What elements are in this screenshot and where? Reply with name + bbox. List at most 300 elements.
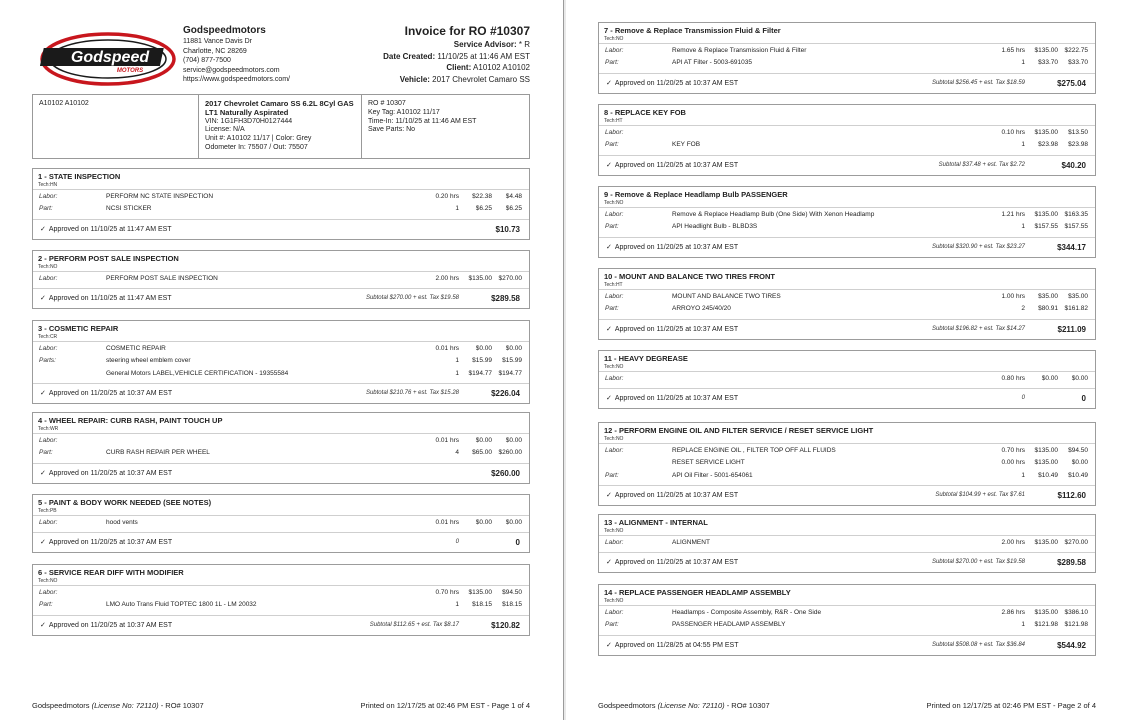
job-subtotal: Subtotal $104.99 + est. Tax $7.61 [935, 491, 1025, 498]
line-quantity: 1 [1021, 621, 1025, 629]
line-type: Labor: [605, 375, 624, 382]
line-item [599, 209, 1095, 221]
line-description: ALIGNMENT [672, 539, 710, 546]
approval-text: Approved on 11/20/25 at 10:37 AM EST [614, 161, 739, 169]
line-rate: $22.38 [472, 193, 492, 200]
line-item [33, 599, 529, 611]
line-amount: $260.00 [498, 449, 522, 457]
line-type: Part: [39, 449, 53, 457]
line-amount: $35.00 [1068, 293, 1088, 300]
job-title: 11 - HEAVY DEGREASE [604, 354, 688, 363]
line-description: RESET SERVICE LIGHT [672, 459, 745, 467]
job-subtotal: 0 [455, 539, 459, 546]
shop-info [183, 24, 290, 85]
service-advisor-label: Service Advisor: [453, 40, 517, 49]
approval-text: Approved on 11/20/25 at 10:37 AM EST [48, 389, 173, 397]
job-lines [599, 208, 1095, 238]
job-title: 8 - REPLACE KEY FOB [604, 108, 686, 117]
line-rate: $135.00 [1034, 447, 1058, 454]
line-type: Labor: [605, 47, 624, 54]
line-amount: $0.00 [505, 437, 522, 444]
line-item [599, 373, 1095, 385]
job-header [599, 423, 1095, 444]
line-amount: $23.98 [1068, 141, 1088, 149]
job-total: $289.58 [491, 294, 520, 304]
ro-number: RO # 10307 [368, 100, 406, 107]
service-advisor-value: * R [518, 40, 530, 49]
line-description: COSMETIC REPAIR [106, 345, 166, 352]
job-footer [599, 320, 1095, 339]
job-total: $40.20 [1061, 160, 1086, 170]
line-quantity: 0.01 hrs [435, 345, 459, 352]
job-footer [599, 156, 1095, 175]
line-amount: $386.10 [1064, 609, 1088, 616]
job-title: 6 - SERVICE REAR DIFF WITH MODIFIER [38, 568, 184, 577]
line-rate: $194.77 [468, 369, 492, 377]
job-subtotal: Subtotal $256.45 + est. Tax $18.59 [931, 79, 1025, 86]
approval-status [606, 238, 738, 257]
job-tech: Tech:NO [604, 528, 624, 534]
line-item [599, 291, 1095, 303]
line-type: Parts: [39, 357, 56, 365]
unit: Unit #: A10102 11/17 | Color: Grey [205, 135, 312, 143]
line-type: Part: [39, 601, 53, 609]
checkmark-icon: ✓ [40, 389, 46, 397]
job-section [32, 168, 530, 240]
job-title: 1 - STATE INSPECTION [38, 172, 121, 181]
line-rate: $15.99 [472, 357, 492, 365]
line-item [33, 587, 529, 599]
job-footer [33, 533, 529, 552]
job-total: $260.00 [491, 468, 520, 478]
date-created-label: Date Created: [383, 51, 436, 61]
line-rate: $121.98 [1034, 621, 1058, 629]
line-rate: $135.00 [468, 275, 492, 282]
job-header [33, 565, 529, 586]
job-section [598, 514, 1096, 573]
job-total: $211.09 [1057, 324, 1086, 334]
job-header [33, 251, 529, 272]
job-section [32, 320, 530, 404]
checkmark-icon: ✓ [40, 621, 46, 629]
job-subtotal: Subtotal $320.90 + est. Tax $23.27 [931, 243, 1025, 250]
godspeed-logo [40, 28, 176, 88]
job-total: $544.92 [1057, 640, 1086, 650]
job-subtotal: Subtotal $37.48 + est. Tax $2.72 [938, 161, 1025, 168]
line-quantity: 0.10 hrs [1001, 129, 1025, 136]
line-description: KEY FOB [672, 141, 701, 149]
line-amount: $10.49 [1068, 471, 1088, 479]
approval-status [606, 389, 738, 408]
line-description: LMO Auto Trans Fluid TOPTEC 1800 1L - LM 20032 [106, 601, 257, 609]
vin: VIN: 1G1FH3D70H0127444 [205, 117, 293, 125]
client-value: A10102 A10102 [473, 63, 530, 72]
job-title: 14 - REPLACE PASSENGER HEADLAMP ASSEMBLY [604, 588, 791, 597]
approval-text: Approved on 11/20/25 at 10:37 AM EST [48, 469, 173, 477]
checkmark-icon: ✓ [606, 641, 612, 649]
approval-text: Approved on 11/20/25 at 10:37 AM EST [614, 395, 739, 403]
line-item [33, 368, 529, 380]
invoice-title: Invoice for RO #10307 [404, 24, 530, 38]
invoice-meta [383, 24, 530, 85]
job-header [33, 321, 529, 342]
job-header [33, 495, 529, 516]
approval-status [606, 636, 739, 655]
line-item [599, 57, 1095, 69]
job-tech: Tech:NO [604, 36, 624, 42]
line-description: API AT Filter - 5003-691035 [672, 59, 752, 67]
job-total: $289.58 [1057, 558, 1086, 568]
line-quantity: 1 [455, 601, 459, 609]
line-rate: $0.00 [475, 437, 492, 444]
job-lines [599, 606, 1095, 636]
footer-printed: Printed on 12/17/25 at 02:46 PM EST - Page 2 of 4 [926, 701, 1096, 710]
line-description: Remove & Replace Headlamp Bulb (One Side) With Xenon Headlamp [672, 211, 875, 218]
line-item [599, 45, 1095, 57]
job-total: 0 [1081, 394, 1086, 404]
line-type: Labor: [39, 437, 58, 444]
line-amount: $4.48 [505, 193, 522, 200]
line-amount: $33.70 [1068, 59, 1088, 67]
line-type: Labor: [605, 539, 624, 546]
checkmark-icon: ✓ [606, 79, 612, 87]
line-item [33, 191, 529, 203]
job-footer [599, 74, 1095, 93]
odometer: Odometer In: 75507 / Out: 75507 [205, 143, 308, 151]
checkmark-icon: ✓ [40, 539, 46, 547]
shop-address1: 11881 Vance Davis Dr [183, 38, 252, 45]
job-footer [33, 220, 529, 239]
vehicle-value: 2017 Chevrolet Camaro SS [432, 74, 530, 84]
approval-status [40, 533, 172, 552]
approval-text: Approved on 11/10/25 at 11:47 AM EST [48, 225, 172, 233]
line-item [599, 445, 1095, 457]
footer-shop-name: Godspeedmotors [598, 701, 656, 710]
job-lines [33, 342, 529, 384]
job-footer [33, 384, 529, 403]
job-footer [599, 636, 1095, 655]
line-rate: $23.98 [1038, 141, 1058, 149]
line-type: Part: [605, 471, 619, 479]
line-amount: $222.75 [1064, 47, 1088, 54]
line-quantity: 2.86 hrs [1001, 609, 1025, 616]
job-lines [599, 444, 1095, 486]
logo-subtext: MOTORS [116, 68, 144, 74]
line-type: Part: [605, 141, 619, 149]
line-quantity: 1.21 hrs [1001, 211, 1025, 218]
approval-text: Approved on 11/20/25 at 10:37 AM EST [48, 621, 173, 629]
vehicle-line1: 2017 Chevrolet Camaro SS 6.2L 8Cyl GAS [205, 99, 354, 108]
line-quantity: 2.00 hrs [1001, 539, 1025, 546]
job-title: 5 - PAINT & BODY WORK NEEDED (SEE NOTES) [38, 498, 212, 507]
line-quantity: 2 [1021, 305, 1025, 313]
line-quantity: 0.70 hrs [1001, 447, 1025, 454]
line-rate: $157.55 [1034, 223, 1058, 231]
line-type: Labor: [605, 609, 624, 616]
customer-name: A10102 A10102 [39, 100, 89, 107]
job-total: $120.82 [491, 620, 520, 630]
job-tech: Tech:NO [604, 598, 624, 604]
job-title: 2 - PERFORM POST SALE INSPECTION [38, 254, 179, 263]
job-subtotal: 0 [1021, 395, 1025, 402]
line-amount: $0.00 [505, 519, 522, 526]
line-rate: $65.00 [472, 449, 492, 457]
line-rate: $0.00 [475, 519, 492, 526]
job-tech: Tech:HN [38, 182, 58, 188]
line-rate: $18.15 [472, 601, 492, 609]
job-total: $226.04 [491, 388, 520, 398]
job-header [599, 515, 1095, 536]
key-tag: Key Tag: A10102 11/17 [368, 108, 440, 116]
shop-address2: Charlotte, NC 28269 [183, 47, 247, 55]
job-lines [33, 516, 529, 533]
line-rate: $135.00 [1034, 129, 1058, 136]
line-item [599, 607, 1095, 619]
job-section [598, 422, 1096, 506]
line-quantity: 0.01 hrs [435, 437, 459, 444]
job-section [32, 250, 530, 309]
footer-shop-name: Godspeedmotors [32, 701, 90, 710]
job-title: 12 - PERFORM ENGINE OIL AND FILTER SERVICE / RESET SERVICE LIGHT [604, 426, 874, 435]
line-type: Part: [39, 205, 53, 213]
approval-text: Approved on 11/20/25 at 10:37 AM EST [614, 79, 739, 87]
license: License: N/A [205, 126, 245, 134]
job-header [33, 169, 529, 190]
line-rate: $0.00 [1041, 375, 1058, 382]
line-type: Labor: [39, 193, 58, 200]
checkmark-icon: ✓ [606, 243, 612, 251]
job-tech: Tech:NO [38, 264, 58, 270]
line-rate: $135.00 [1034, 47, 1058, 54]
approval-text: Approved on 11/20/25 at 10:37 AM EST [614, 243, 739, 251]
line-quantity: 0.20 hrs [435, 193, 459, 200]
line-type: Labor: [39, 589, 58, 596]
approval-status [606, 74, 738, 93]
job-title: 9 - Remove & Replace Headlamp Bulb PASSENGER [604, 190, 788, 199]
line-quantity: 0.80 hrs [1001, 375, 1025, 382]
customer-cell [33, 95, 199, 158]
approval-status [40, 616, 172, 635]
line-amount: $0.00 [1071, 375, 1088, 382]
job-footer [33, 464, 529, 483]
job-subtotal: Subtotal $270.00 + est. Tax $19.58 [365, 295, 459, 302]
line-description: MOUNT AND BALANCE TWO TIRES [672, 293, 781, 300]
line-type: Part: [605, 621, 619, 629]
line-amount: $163.35 [1064, 211, 1088, 218]
line-description: PERFORM NC STATE INSPECTION [106, 193, 214, 200]
line-item [599, 619, 1095, 631]
job-total: $10.73 [495, 224, 520, 234]
job-tech: Tech:HT [604, 282, 623, 288]
line-type: Part: [605, 305, 619, 313]
job-total: $275.04 [1057, 78, 1086, 88]
line-amount: $270.00 [498, 275, 522, 282]
line-amount: $0.00 [505, 345, 522, 352]
line-item [599, 537, 1095, 549]
job-footer [33, 616, 529, 635]
line-description: CURB RASH REPAIR PER WHEEL [106, 449, 210, 457]
line-quantity: 0.70 hrs [435, 589, 459, 596]
checkmark-icon: ✓ [606, 491, 612, 499]
job-footer [599, 389, 1095, 408]
checkmark-icon: ✓ [606, 161, 612, 169]
line-rate: $33.70 [1038, 59, 1058, 67]
line-item [33, 343, 529, 355]
job-subtotal: Subtotal $196.82 + est. Tax $14.27 [931, 325, 1025, 332]
line-description: PASSENGER HEADLAMP ASSEMBLY [672, 621, 786, 629]
approval-text: Approved on 11/28/25 at 04:55 PM EST [614, 641, 739, 649]
client [383, 62, 530, 74]
line-quantity: 1 [1021, 59, 1025, 67]
line-item [599, 127, 1095, 139]
checkmark-icon: ✓ [606, 325, 612, 333]
line-quantity: 1 [455, 357, 459, 365]
line-item [33, 447, 529, 459]
date-created-value: 11/10/25 at 11:46 AM EST [437, 51, 530, 61]
checkmark-icon: ✓ [40, 295, 46, 303]
line-type: Labor: [39, 519, 58, 526]
vehicle-info-box [32, 94, 530, 159]
line-description: API Headlight Bulb - BLBD3S [672, 223, 758, 231]
job-subtotal: Subtotal $112.65 + est. Tax $8.17 [369, 621, 459, 628]
line-amount: $18.15 [502, 601, 522, 609]
job-section [32, 494, 530, 553]
line-amount: $121.98 [1064, 621, 1088, 629]
job-footer [599, 553, 1095, 572]
job-title: 13 - ALIGNMENT - INTERNAL [604, 518, 708, 527]
line-item [33, 273, 529, 285]
job-footer [33, 289, 529, 308]
client-label: Client: [446, 63, 472, 72]
job-title: 4 - WHEEL REPAIR: CURB RASH, PAINT TOUCH UP [38, 416, 223, 425]
line-description: API Oil Filter - 5001-654061 [672, 471, 753, 479]
approval-status [606, 156, 738, 175]
line-amount: $94.50 [502, 589, 522, 596]
line-quantity: 2.00 hrs [435, 275, 459, 282]
job-lines [33, 586, 529, 616]
invoice-page-1 [0, 0, 564, 720]
approval-text: Approved on 11/10/25 at 11:47 AM EST [48, 295, 172, 303]
line-type: Part: [605, 59, 619, 67]
approval-text: Approved on 11/20/25 at 10:37 AM EST [614, 559, 739, 567]
job-footer [599, 238, 1095, 257]
line-item [599, 139, 1095, 151]
line-rate: $10.49 [1038, 471, 1058, 479]
line-description: PERFORM POST SALE INSPECTION [106, 275, 218, 282]
job-section [598, 22, 1096, 94]
invoice-header [32, 22, 532, 90]
job-lines [33, 434, 529, 464]
line-amount: $15.99 [502, 357, 522, 365]
job-lines [599, 44, 1095, 74]
checkmark-icon: ✓ [40, 469, 46, 477]
shop-name: Godspeedmotors [183, 25, 266, 36]
job-header [599, 585, 1095, 606]
job-header [599, 105, 1095, 126]
service-advisor [383, 39, 530, 51]
line-rate: $6.25 [475, 205, 492, 213]
line-rate: $135.00 [1034, 211, 1058, 218]
line-rate: $0.00 [475, 345, 492, 352]
job-lines [599, 290, 1095, 320]
approval-text: Approved on 11/20/25 at 10:37 AM EST [48, 539, 173, 547]
checkmark-icon: ✓ [606, 559, 612, 567]
line-quantity: 1.00 hrs [1001, 293, 1025, 300]
line-amount: $157.55 [1064, 223, 1088, 231]
footer-ro: - RO# 10307 [160, 701, 204, 710]
line-type: Labor: [605, 211, 624, 218]
job-header [599, 23, 1095, 44]
footer-ro: - RO# 10307 [726, 701, 770, 710]
job-section [598, 584, 1096, 656]
line-description: ARROYO 245/40/20 [672, 305, 731, 313]
ro-cell [362, 95, 529, 158]
line-description: General Motors LABEL,VEHICLE CERTIFICATION - 19355584 [106, 369, 289, 377]
approval-status [606, 320, 738, 339]
line-amount: $194.77 [498, 369, 522, 377]
line-rate: $80.91 [1038, 305, 1058, 313]
line-type: Labor: [605, 293, 624, 300]
line-amount: $94.50 [1068, 447, 1088, 454]
line-quantity: 1.65 hrs [1001, 47, 1025, 54]
line-quantity: 0.00 hrs [1001, 459, 1025, 467]
line-rate: $135.00 [1034, 459, 1058, 467]
approval-status [40, 464, 172, 483]
job-tech: Tech:WR [38, 426, 59, 432]
job-footer [599, 486, 1095, 505]
job-header [599, 351, 1095, 372]
approval-status [606, 553, 738, 572]
job-lines [599, 372, 1095, 389]
approval-text: Approved on 11/20/25 at 10:37 AM EST [614, 325, 739, 333]
shop-email: service@godspeedmotors.com [183, 66, 280, 74]
job-section [598, 350, 1096, 409]
job-header [599, 269, 1095, 290]
vehicle-label: Vehicle: [399, 74, 430, 84]
line-rate: $135.00 [1034, 539, 1058, 546]
line-description: Remove & Replace Transmission Fluid & Filter [672, 47, 807, 54]
line-item [599, 221, 1095, 233]
line-amount: $270.00 [1064, 539, 1088, 546]
line-rate: $135.00 [1034, 609, 1058, 616]
job-subtotal: Subtotal $508.08 + est. Tax $36.84 [931, 641, 1025, 648]
line-item [599, 303, 1095, 315]
line-amount: $13.50 [1068, 129, 1088, 136]
checkmark-icon: ✓ [40, 225, 46, 233]
line-amount: $6.25 [505, 205, 522, 213]
approval-status [40, 289, 172, 308]
job-total: $344.17 [1057, 242, 1086, 252]
line-item [599, 470, 1095, 482]
vehicle-line2: LT1 Naturally Aspirated [205, 107, 289, 117]
line-type: Labor: [39, 345, 58, 352]
line-rate: $135.00 [468, 589, 492, 596]
line-item [33, 435, 529, 447]
job-section [598, 186, 1096, 258]
job-tech: Tech:NO [604, 364, 624, 370]
job-tech: Tech:NO [604, 200, 624, 206]
line-quantity: 1 [455, 205, 459, 213]
line-description: REPLACE ENGINE OIL , FILTER TOP OFF ALL FLUIDS [672, 447, 836, 454]
job-title: 3 - COSMETIC REPAIR [38, 324, 119, 333]
approval-status [40, 384, 172, 403]
job-lines [599, 536, 1095, 553]
shop-website: https://www.godspeedmotors.com/ [183, 76, 290, 84]
line-description: Headlamps - Composite Assembly, R&R - One Side [672, 609, 822, 616]
line-description: steering wheel emblem cover [106, 357, 191, 365]
line-quantity: 1 [1021, 471, 1025, 479]
job-tech: Tech:NO [38, 578, 58, 584]
